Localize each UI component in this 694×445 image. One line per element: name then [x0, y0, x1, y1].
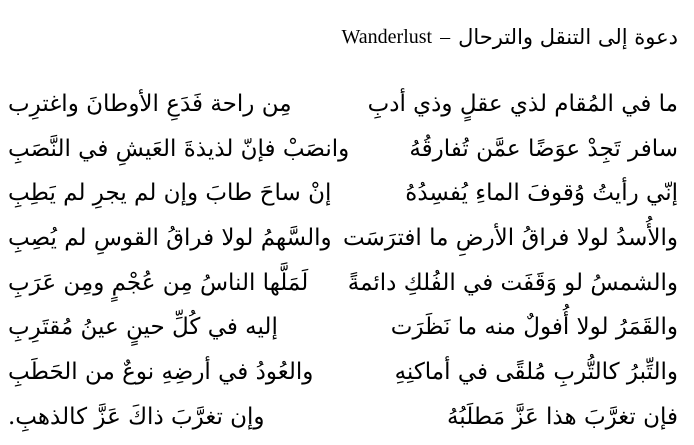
title-english: Wanderlust [341, 25, 433, 48]
verse-row [8, 216, 678, 261]
verse-second-hemistich: والسَّهمُ لولا فراقُ القوسِ لم يُصِبِ [8, 224, 332, 251]
verse-second-hemistich: لَمَلَّها الناسُ مِن عُجْمٍ ومِن عَرَبِ [8, 269, 309, 296]
verse-row [8, 127, 678, 172]
verse-first-hemistich: ما في المُقام لذي عقلٍ وذي أدبِ [367, 90, 678, 117]
verse-first-hemistich: والقَمَرُ لولا أُفولٌ منه ما نَظَرَت [390, 314, 678, 341]
verse-first-hemistich: والأُسدُ لولا فراقُ الأرضِ ما افترَسَت [342, 224, 678, 251]
verse-second-hemistich: إنْ ساحَ طابَ وإن لم يجرِ لم يَطِبِ [8, 180, 332, 207]
title-arabic: دعوة إلى التنقل والترحال [458, 25, 678, 49]
verse-first-hemistich: سافر تَجِدْ عوَضًا عمَّن تُفارقُهُ [409, 135, 678, 162]
verse-first-hemistich: فإن تغرَّبَ هذا عَزَّ مَطلَبُهُ [446, 403, 678, 430]
verse-row [8, 171, 678, 216]
verse-row [8, 350, 678, 395]
verse-second-hemistich: والعُودُ في أرضِهِ نوعٌ من الحَطَبِ [8, 358, 314, 385]
verse-second-hemistich: إليه في كُلِّ حينٍ عينُ مُقتَرِبِ [8, 314, 278, 341]
verse-row [8, 82, 678, 127]
verse-first-hemistich: إنّي رأيتُ وُقوفَ الماءِ يُفسِدُهُ [405, 180, 678, 207]
verse-first-hemistich: والتِّبرُ كالتُّربِ مُلقًى في أماكنِهِ [394, 358, 678, 385]
verse-row [8, 305, 678, 350]
verse-second-hemistich: مِن راحة فَدَعِ الأوطانَ واغترِب [8, 90, 292, 117]
verse-row [8, 261, 678, 306]
title-line [10, 20, 678, 54]
poem-body [8, 82, 678, 440]
verse-first-hemistich: والشمسُ لو وَقَفَت في الفُلكِ دائمةً [347, 269, 678, 296]
verse-second-hemistich: وإن تغرَّبَ ذاكَ عَزَّ كالذهبِ. [8, 403, 265, 430]
verse-second-hemistich: وانصَبْ فإنّ لذيذةَ العَيشِ في النَّصَبِ [8, 135, 350, 162]
verse-row [8, 395, 678, 440]
title-separator: – [440, 25, 451, 48]
